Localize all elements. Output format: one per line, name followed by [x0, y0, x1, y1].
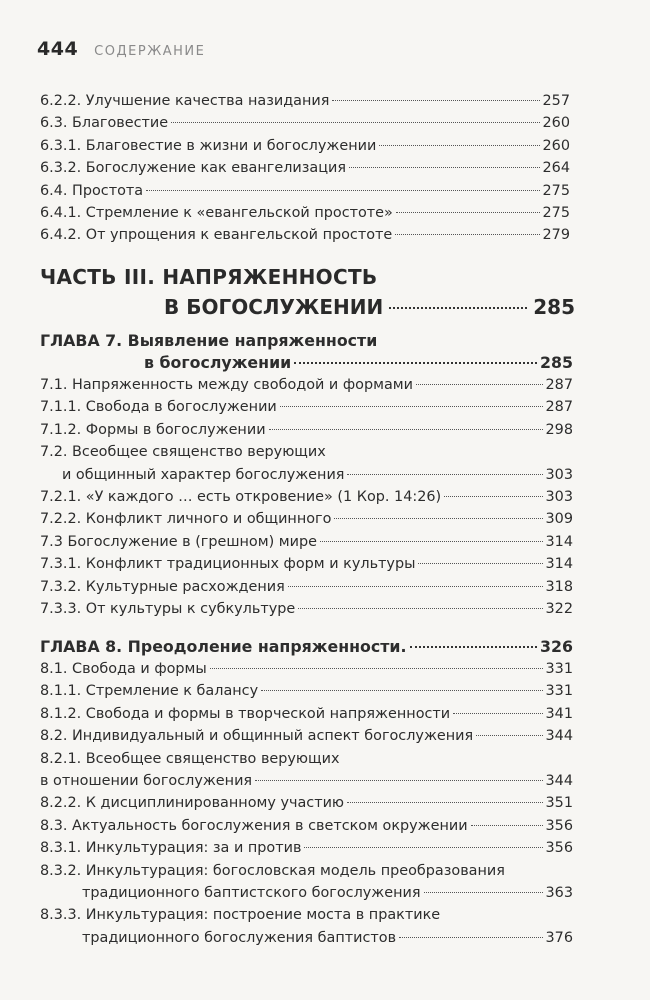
toc-entry[interactable]: 6.2.2. Улучшение качества назидания 257	[40, 93, 570, 109]
toc-section-6	[40, 90, 570, 247]
toc-entry-821-line1[interactable]: 8.2.1. Всеобщее священство верующих	[40, 750, 340, 767]
dot-leader	[424, 892, 543, 893]
dot-leader	[334, 518, 542, 519]
dot-leader	[396, 212, 540, 213]
dot-leader	[399, 937, 542, 938]
dot-leader	[349, 167, 540, 168]
chapter-7-title-line1[interactable]: ГЛАВА 7. Выявление напряженности	[40, 331, 378, 350]
running-head	[37, 38, 205, 60]
dot-leader	[418, 563, 542, 564]
dot-leader	[320, 541, 543, 542]
toc-entry-72-line1[interactable]: 7.2. Всеобщее священство верующих	[40, 444, 326, 461]
part-3-heading[interactable]	[40, 262, 575, 322]
toc-entry[interactable]: 8.3.1. Инкультурация: за и против 356	[40, 840, 573, 857]
dot-leader	[210, 668, 543, 669]
dot-leader	[298, 608, 542, 609]
dot-leader	[269, 429, 543, 430]
dot-leader	[416, 384, 543, 385]
toc-entry-821-line2[interactable]: в отношении богослужения 344	[40, 772, 573, 789]
dot-leader	[280, 406, 543, 407]
toc-entry[interactable]: 8.1.1. Стремление к балансу 331	[40, 683, 573, 700]
toc-entry-72-line2[interactable]: и общинный характер богослужения 303	[62, 466, 573, 483]
dot-leader	[288, 586, 543, 587]
toc-entry-833-line1[interactable]: 8.3.3. Инкультурация: построение моста в практике	[40, 907, 441, 924]
toc-entry[interactable]: 7.1.1. Свобода в богослужении 287	[40, 399, 573, 416]
dot-leader	[347, 474, 542, 475]
toc-entry[interactable]: 6.3.1. Благовестие в жизни и богослужении 260	[40, 137, 570, 154]
toc-entry[interactable]: 8.1. Свобода и формы 331	[40, 661, 573, 677]
toc-entry[interactable]: 8.3. Актуальность богослужения в светском окружении 356	[40, 817, 573, 834]
part-title-line2: В БОГОСЛУЖЕНИИ	[164, 295, 384, 319]
dot-leader	[171, 122, 539, 123]
dot-leader	[476, 735, 542, 736]
toc-entry-833-line2[interactable]: традиционного богослужения баптистов 376	[82, 929, 573, 946]
toc-entry[interactable]: 7.1. Напряженность между свободой и формами 287	[40, 377, 573, 393]
toc-entry[interactable]: 7.3.2. Культурные расхождения 318	[40, 578, 573, 595]
toc-entry-832-line1[interactable]: 8.3.2. Инкультурация: богословская модель преобразования	[40, 862, 505, 879]
toc-entry[interactable]: 6.4. Простота 275	[40, 182, 570, 199]
dot-leader	[410, 646, 538, 648]
running-head-title: СОДЕРЖАНИЕ	[94, 44, 206, 59]
chapter-7-title-line2[interactable]: в богослужении 285	[144, 353, 573, 372]
dot-leader	[347, 802, 542, 803]
dot-leader	[453, 713, 542, 714]
dot-leader	[146, 190, 539, 191]
dot-leader	[395, 234, 539, 235]
toc-entry[interactable]: 7.3.3. От культуры к субкультуре 322	[40, 600, 573, 617]
chapter-8-title[interactable]: ГЛАВА 8. Преодоление напряженности. 326	[40, 637, 573, 656]
chapter-7	[40, 330, 573, 620]
dot-leader	[255, 780, 542, 781]
dot-leader	[261, 690, 542, 691]
toc-entry[interactable]: 7.2.1. «У каждого … есть откровение» (1 Кор. 14:26) 303	[40, 488, 573, 505]
dot-leader	[444, 496, 542, 497]
dot-leader	[332, 100, 539, 101]
dot-leader	[304, 847, 542, 848]
toc-entry[interactable]: 6.4.1. Стремление к «евангельской простоте» 275	[40, 204, 570, 221]
dot-leader	[471, 825, 543, 826]
toc-entry-832-line2[interactable]: традиционного баптистского богослужения 363	[82, 884, 573, 901]
dot-leader	[389, 307, 527, 309]
toc-entry[interactable]: 8.1.2. Свобода и формы в творческой напряженности 341	[40, 705, 573, 722]
toc-entry[interactable]: 7.2.2. Конфликт личного и общинного 309	[40, 511, 573, 528]
dot-leader	[294, 362, 537, 364]
dot-leader	[379, 145, 539, 146]
toc-entry[interactable]: 6.3.2. Богослужение как евангелизация 264	[40, 160, 570, 177]
toc-entry[interactable]: 6.3. Благовестие 260	[40, 115, 570, 132]
toc-entry[interactable]: 8.2. Индивидуальный и общинный аспект богослужения 344	[40, 728, 573, 745]
part-title-line1: ЧАСТЬ III. НАПРЯЖЕННОСТЬ	[40, 265, 378, 289]
part-page: 285	[533, 295, 575, 319]
toc-entry[interactable]: 8.2.2. К дисциплинированному участию 351	[40, 795, 573, 812]
toc-entry[interactable]: 7.1.2. Формы в богослужении 298	[40, 421, 573, 438]
toc-entry[interactable]: 7.3.1. Конфликт традиционных форм и культуры 314	[40, 556, 573, 573]
toc-entry[interactable]: 7.3 Богослужение в (грешном) мире 314	[40, 533, 573, 550]
page-number: 444	[37, 38, 79, 60]
chapter-8	[40, 636, 573, 949]
toc-entry[interactable]: 6.4.2. От упрощения к евангельской простоте 279	[40, 227, 570, 244]
